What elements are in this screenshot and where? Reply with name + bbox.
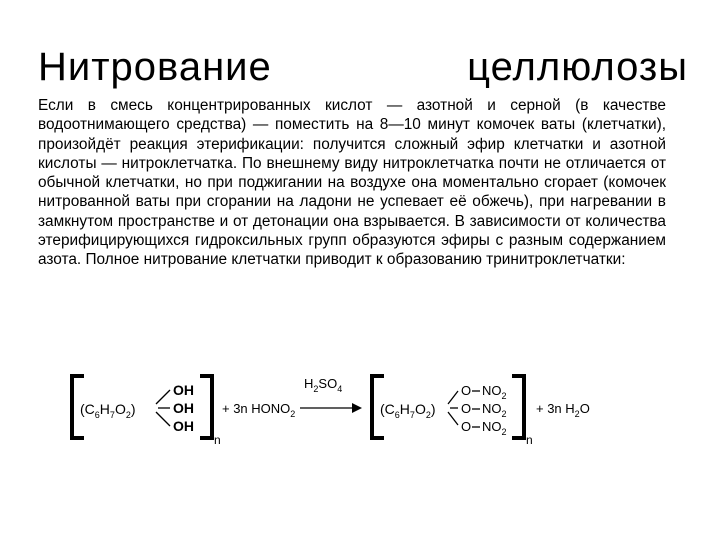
ester-oxygen-2: O: [461, 401, 472, 416]
nitro-group-2: $NO_2$: [482, 401, 507, 419]
ester-oxygen-1: O: [461, 383, 472, 398]
nitric-acid-term: + 3n $HONO_2$: [222, 401, 296, 419]
equation-figure: [52, 362, 622, 462]
nitro-group-3: $NO_2$: [482, 419, 507, 437]
hydroxyl-3: OH: [173, 418, 194, 434]
title-word-nitration: Нитрование: [38, 45, 272, 89]
ester-oxygen-3: O: [461, 419, 472, 434]
hydroxyl-2: OH: [173, 400, 194, 416]
reactant-unit: $(C_6H_7O_2)$: [80, 401, 136, 420]
hydroxyl-1: OH: [173, 382, 194, 398]
nitro-group-1: $NO_2$: [482, 383, 507, 401]
slide-title: [38, 40, 688, 94]
reaction-arrow: [300, 403, 362, 413]
product-bracket-right: [512, 376, 524, 438]
title-word-cellulose: целлюлозы: [467, 45, 688, 89]
reactant-n-subscript: n: [214, 433, 221, 447]
reaction-equation: [52, 362, 622, 462]
body-paragraph: Если в смесь концентрированных кислот — азотной и серной (в качестве водоотнимающего средства) — поместить на 8—10 минут комочек ваты (клетчатки), произойдёт реакция этерификации: получится сложный эфир клетчатки и азотной кислоты — нитроклетчатка. По внешнему виду нитроклетчатка почти не отличается от обычной клетчатки, но при поджигании на воздухе она моментально сгорает (комочек нитрованной ваты при сгорании на ладони не успевает её обжечь), при нагревании в замкнутом пространстве и от детонации она взрывается. В зависимости от количества этерифицирующихся гидроксильных групп образуются эфиры с разным содержанием азота. Полное нитрование клетчатки приводит к образованию тринитроклетчатки:: [38, 97, 666, 269]
product-unit: $(C_6H_7O_2)$: [380, 401, 436, 420]
reactant-bracket-right: [200, 376, 212, 438]
water-term: + 3n $H_2O$: [536, 401, 590, 419]
catalyst-label: $H_2SO_4$: [304, 376, 343, 394]
product-n-subscript: n: [526, 433, 533, 447]
